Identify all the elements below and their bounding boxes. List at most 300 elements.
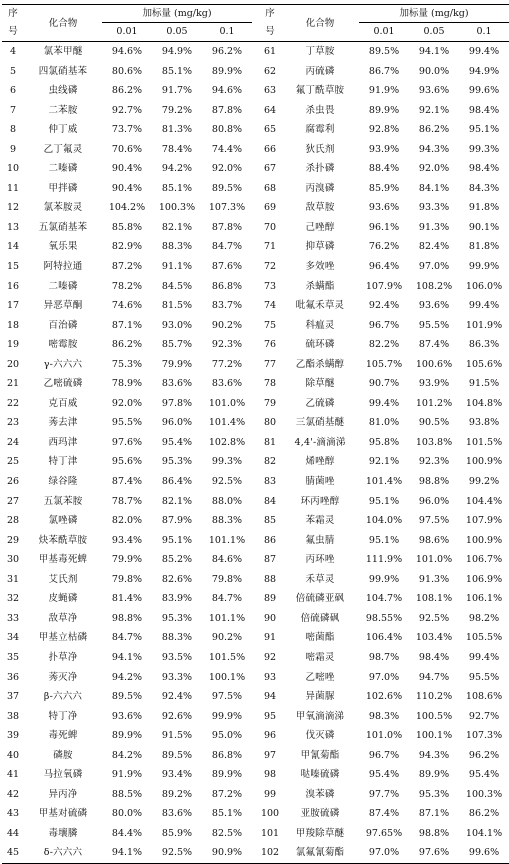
row-number: 27	[6, 495, 20, 507]
row-number: 85	[263, 515, 277, 527]
table-row	[2, 394, 509, 414]
recovery-001: 70.6%	[111, 143, 143, 155]
recovery-005: 84.1%	[418, 182, 450, 194]
header-no-bottom: 号	[8, 25, 18, 37]
recovery-005: 89.5%	[161, 749, 193, 761]
compound-name: 阿特拉通	[43, 261, 83, 273]
compound-name: 嘧菌酯	[305, 632, 335, 644]
compound-name: 乙丁氟灵	[43, 143, 83, 155]
recovery-001: 97.7%	[368, 788, 400, 800]
recovery-005: 98.8%	[418, 827, 450, 839]
compound-name: 硫环磷	[305, 339, 335, 351]
recovery-01: 88.0%	[211, 495, 243, 507]
recovery-005: 82.1%	[161, 221, 193, 233]
row-number: 26	[6, 476, 20, 488]
compound-name: 皮蝇磷	[48, 593, 78, 605]
recovery-005: 91.3%	[418, 221, 450, 233]
compound-name: 杀螨酯	[305, 280, 335, 292]
recovery-001: 89.5%	[368, 46, 400, 57]
row-number: 80	[263, 417, 277, 429]
recovery-001: 76.2%	[368, 241, 400, 253]
recovery-005: 86.2%	[418, 124, 450, 136]
row-number: 35	[6, 651, 20, 663]
row-number: 34	[6, 632, 20, 644]
compound-name: 氟虫腈	[305, 534, 335, 546]
row-number: 95	[263, 710, 277, 722]
recovery-001: 91.9%	[111, 769, 143, 781]
compound-name: 特丁净	[48, 710, 78, 722]
recovery-001: 86.2%	[111, 85, 143, 97]
recovery-01: 105.6%	[465, 358, 503, 370]
row-number: 29	[6, 534, 20, 546]
recovery-01: 108.6%	[465, 691, 503, 703]
compound-name: 西玛津	[48, 436, 78, 448]
recovery-01: 74.4%	[211, 143, 243, 155]
table-row	[2, 42, 509, 62]
recovery-005: 85.7%	[161, 339, 193, 351]
compound-name: 烯唑醇	[305, 456, 335, 468]
header-no-bottom: 号	[265, 25, 275, 37]
header-no-top: 序	[8, 8, 18, 20]
table-row	[2, 589, 509, 609]
row-number: 96	[263, 730, 277, 742]
recovery-01: 87.8%	[211, 221, 243, 233]
recovery-01: 107.9%	[465, 515, 503, 527]
recovery-01: 101.5%	[208, 651, 246, 663]
recovery-01: 86.8%	[211, 749, 243, 761]
column-gap	[252, 81, 259, 101]
row-number: 81	[263, 436, 277, 448]
recovery-001: 97.0%	[368, 671, 400, 683]
compound-name: 甲基对硫磷	[38, 808, 88, 820]
row-number: 38	[6, 710, 20, 722]
recovery-005: 89.2%	[161, 788, 193, 800]
header-compound: 化合物	[48, 17, 78, 29]
compound-name: 丙硫磷	[305, 65, 335, 77]
recovery-001: 88.5%	[111, 788, 143, 800]
document-page	[0, 4, 503, 859]
row-number: 31	[6, 573, 20, 585]
row-number: 88	[263, 573, 277, 585]
recovery-001: 84.2%	[111, 749, 143, 761]
compound-name: 抑草磷	[305, 241, 335, 253]
compound-name: 百治磷	[48, 319, 78, 331]
recovery-005: 98.8%	[418, 476, 450, 488]
recovery-001: 78.7%	[111, 495, 143, 507]
column-gap	[252, 843, 259, 863]
recovery-001: 95.4%	[368, 769, 400, 781]
recovery-001: 93.4%	[111, 534, 143, 546]
column-gap	[252, 687, 259, 707]
row-number: 8	[9, 124, 17, 136]
compound-name: 敌草胺	[305, 202, 335, 214]
recovery-005: 82.1%	[161, 495, 193, 507]
recovery-001: 106.4%	[365, 632, 403, 644]
row-number: 11	[6, 182, 20, 194]
recovery-001: 89.9%	[368, 104, 400, 116]
compound-name: 乙嘧唑	[305, 671, 335, 683]
recovery-005: 85.9%	[161, 827, 193, 839]
recovery-001: 75.3%	[111, 358, 143, 370]
recovery-001: 79.9%	[111, 554, 143, 566]
compound-name: 异菌脲	[305, 691, 335, 703]
recovery-01: 88.3%	[211, 515, 243, 527]
table-row	[2, 335, 509, 355]
recovery-01: 104.8%	[465, 397, 503, 409]
compound-name: 溴苯磷	[305, 788, 335, 800]
recovery-01: 101.4%	[208, 417, 246, 429]
recovery-01: 89.9%	[211, 769, 243, 781]
column-gap	[252, 589, 259, 609]
row-number: 64	[263, 104, 277, 116]
row-number: 39	[6, 730, 20, 742]
recovery-005: 83.6%	[161, 378, 193, 390]
table-row	[2, 746, 509, 766]
column-gap	[252, 824, 259, 844]
row-number: 87	[263, 554, 277, 566]
compound-name: 甲羧除草醚	[295, 827, 345, 839]
recovery-001: 104.0%	[365, 515, 403, 527]
row-number: 40	[6, 749, 20, 761]
recovery-001: 89.9%	[111, 730, 143, 742]
recovery-01: 96.2%	[468, 749, 500, 761]
row-number: 18	[6, 319, 20, 331]
recovery-01: 101.5%	[465, 436, 503, 448]
compound-name: 丙环唑	[305, 554, 335, 566]
recovery-01: 90.2%	[211, 319, 243, 331]
table-row	[2, 62, 509, 82]
recovery-005: 82.6%	[161, 573, 193, 585]
recovery-001: 90.4%	[111, 182, 143, 194]
recovery-005: 81.5%	[161, 300, 193, 312]
row-number: 94	[263, 691, 277, 703]
recovery-01: 92.7%	[468, 710, 500, 722]
row-number: 45	[2, 843, 24, 863]
recovery-001: 95.5%	[111, 417, 143, 429]
recovery-001: 92.4%	[368, 300, 400, 312]
row-number: 84	[263, 495, 277, 507]
recovery-001: 82.2%	[368, 339, 400, 351]
compound-name: 仲丁威	[48, 124, 78, 136]
recovery-005: 92.1%	[418, 104, 450, 116]
row-number: 90	[263, 612, 277, 624]
recovery-005: 88.3%	[161, 241, 193, 253]
recovery-001: 94.2%	[111, 671, 143, 683]
table-row	[2, 628, 509, 648]
compound-name: 氯氟氰菊酯	[281, 843, 359, 863]
recovery-01: 80.8%	[211, 124, 243, 136]
compound-name: 丙溴磷	[305, 182, 335, 194]
compound-name: 伐灭磷	[305, 730, 335, 742]
table-row	[2, 843, 509, 863]
recovery-01: 106.1%	[465, 593, 503, 605]
column-gap	[252, 237, 259, 257]
recovery-001: 98.8%	[111, 612, 143, 624]
recovery-005: 97.6%	[409, 843, 459, 863]
row-number: 62	[263, 65, 277, 77]
row-number: 41	[6, 769, 20, 781]
recovery-005: 86.4%	[161, 476, 193, 488]
recovery-001: 97.0%	[359, 843, 409, 863]
recovery-005: 93.6%	[418, 85, 450, 97]
recovery-001: 89.5%	[111, 691, 143, 703]
recovery-001: 84.7%	[111, 632, 143, 644]
recovery-001: 94.6%	[111, 46, 143, 57]
table-row	[2, 101, 509, 121]
column-gap	[252, 746, 259, 766]
recovery-001: 95.1%	[368, 534, 400, 546]
recovery-01: 84.7%	[211, 241, 243, 253]
column-gap	[252, 452, 259, 472]
header-level-001: 0.01	[116, 26, 138, 37]
table-row	[2, 257, 509, 277]
header-level-01: 0.1	[219, 26, 235, 37]
recovery-005: 100.6%	[415, 358, 453, 370]
recovery-01: 90.9%	[202, 843, 252, 863]
recovery-01: 95.4%	[468, 769, 500, 781]
recovery-001: 92.7%	[111, 104, 143, 116]
column-gap	[252, 433, 259, 453]
recovery-01: 90.2%	[211, 632, 243, 644]
column-gap	[252, 62, 259, 82]
row-number: 32	[6, 593, 20, 605]
recovery-001: 87.4%	[111, 476, 143, 488]
recovery-005: 91.3%	[418, 573, 450, 585]
recovery-005: 83.6%	[161, 808, 193, 820]
recovery-01: 82.5%	[211, 827, 243, 839]
row-number: 14	[6, 241, 20, 253]
compound-name: 科瘟灵	[305, 319, 335, 331]
compound-name: 杀虫畏	[305, 104, 335, 116]
recovery-005: 93.6%	[418, 300, 450, 312]
column-gap	[252, 316, 259, 336]
recovery-001: 80.6%	[111, 65, 143, 77]
column-gap	[252, 570, 259, 590]
recovery-01: 84.3%	[468, 182, 500, 194]
row-number: 22	[6, 397, 20, 409]
recovery-001: 101.4%	[365, 476, 403, 488]
row-number: 83	[263, 476, 277, 488]
recovery-001: 102.6%	[365, 691, 403, 703]
recovery-005: 85.2%	[161, 554, 193, 566]
column-gap	[252, 765, 259, 785]
recovery-001: 74.6%	[111, 300, 143, 312]
compound-name: 毒壤膦	[48, 827, 78, 839]
row-number: 6	[9, 85, 17, 97]
recovery-001: 82.0%	[111, 515, 143, 527]
recovery-001: 86.7%	[368, 65, 400, 77]
recovery-001: 97.65%	[365, 827, 403, 839]
recovery-005: 100.5%	[415, 710, 453, 722]
recovery-005: 100.3%	[158, 202, 196, 214]
row-number: 97	[263, 749, 277, 761]
recovery-01: 83.7%	[211, 300, 243, 312]
recovery-01: 101.0%	[208, 397, 246, 409]
compound-name: 倍硫磷砜	[300, 612, 340, 624]
compound-name: β-六六六	[43, 691, 83, 703]
recovery-01: 107.3%	[208, 202, 246, 214]
recovery-005: 94.3%	[418, 749, 450, 761]
row-number: 12	[6, 202, 20, 214]
recovery-01: 84.6%	[211, 554, 243, 566]
recovery-001: 98.7%	[368, 651, 400, 663]
recovery-01: 95.5%	[468, 671, 500, 683]
recovery-005: 87.4%	[418, 339, 450, 351]
table-row	[2, 218, 509, 238]
compound-name: 五氯硝基苯	[38, 221, 88, 233]
recovery-01: 101.1%	[208, 534, 246, 546]
row-number: 66	[263, 143, 277, 155]
column-gap	[252, 277, 259, 297]
recovery-005: 78.4%	[161, 143, 193, 155]
recovery-01: 97.5%	[211, 691, 243, 703]
column-gap	[252, 609, 259, 629]
table-row	[2, 824, 509, 844]
recovery-005: 97.0%	[418, 261, 450, 273]
column-gap	[252, 648, 259, 668]
column-gap	[252, 101, 259, 121]
recovery-005: 94.9%	[161, 46, 193, 57]
recovery-005: 92.5%	[418, 612, 450, 624]
recovery-005: 101.0%	[415, 554, 453, 566]
recovery-005: 91.5%	[161, 730, 193, 742]
compound-name: 狄氏剂	[305, 143, 335, 155]
recovery-001: 84.4%	[111, 827, 143, 839]
recovery-01: 91.5%	[468, 378, 500, 390]
compound-name: 氧乐果	[48, 241, 78, 253]
compound-name: 乙硫磷	[305, 397, 335, 409]
recovery-005: 83.9%	[161, 593, 193, 605]
row-number: 36	[6, 671, 20, 683]
compound-name: 甲基毒死蜱	[38, 554, 88, 566]
recovery-01: 107.3%	[465, 730, 503, 742]
table-header	[2, 5, 509, 42]
recovery-005: 90.0%	[418, 65, 450, 77]
recovery-001: 87.4%	[368, 808, 400, 820]
compound-name: 莠灭净	[48, 671, 78, 683]
row-number: 101	[260, 827, 280, 839]
recovery-01: 89.9%	[211, 65, 243, 77]
row-number: 21	[6, 378, 20, 390]
recovery-001: 73.7%	[111, 124, 143, 136]
recovery-005: 89.9%	[418, 769, 450, 781]
compound-name: 倍硫磷亚砜	[295, 593, 345, 605]
recovery-01: 105.5%	[465, 632, 503, 644]
compound-name: 磷胺	[53, 749, 73, 761]
table-row	[2, 531, 509, 551]
compound-name: 甲拌磷	[48, 182, 78, 194]
recovery-001: 93.6%	[111, 710, 143, 722]
compound-name: 除草醚	[305, 378, 335, 390]
row-number: 102	[259, 843, 281, 863]
table-body	[2, 42, 509, 864]
recovery-005: 92.3%	[418, 456, 450, 468]
table-row	[2, 198, 509, 218]
table-row	[2, 433, 509, 453]
recovery-001: 93.6%	[368, 202, 400, 214]
table-row	[2, 316, 509, 336]
header-no-top: 序	[265, 8, 275, 20]
column-gap	[252, 550, 259, 570]
row-number: 77	[263, 358, 277, 370]
row-number: 93	[263, 671, 277, 683]
row-number: 13	[6, 221, 20, 233]
recovery-01: 99.4%	[468, 300, 500, 312]
recovery-005: 93.5%	[161, 651, 193, 663]
compound-name: 甲氧滴滴涕	[295, 710, 345, 722]
recovery-01: 95.0%	[211, 730, 243, 742]
recovery-01: 87.6%	[211, 261, 243, 273]
column-gap	[252, 628, 259, 648]
table-row	[2, 785, 509, 805]
recovery-001: 78.9%	[111, 378, 143, 390]
row-number: 75	[263, 319, 277, 331]
recovery-01: 106.9%	[465, 573, 503, 585]
compound-name: 氟丁酰草胺	[295, 85, 345, 97]
recovery-001: 87.2%	[111, 261, 143, 273]
table-row	[2, 413, 509, 433]
recovery-01: 81.8%	[468, 241, 500, 253]
recovery-01: 79.8%	[211, 573, 243, 585]
recovery-005: 94.7%	[418, 671, 450, 683]
recovery-005: 98.4%	[418, 651, 450, 663]
recovery-005: 85.1%	[161, 182, 193, 194]
recovery-001: 99.9%	[368, 573, 400, 585]
row-number: 10	[6, 163, 20, 175]
recovery-01: 106.0%	[465, 280, 503, 292]
recovery-001: 81.4%	[111, 593, 143, 605]
row-number: 24	[6, 436, 20, 448]
column-gap	[252, 179, 259, 199]
column-gap	[252, 668, 259, 688]
recovery-01: 99.4%	[468, 651, 500, 663]
compound-name: 4,4'-滴滴涕	[294, 436, 346, 448]
recovery-01: 99.9%	[468, 261, 500, 273]
table-row	[2, 237, 509, 257]
compound-name: 嘧霜灵	[305, 651, 335, 663]
recovery-005: 98.6%	[418, 534, 450, 546]
header-spike-level: 加标量 (mg/kg)	[102, 5, 252, 23]
header-compound: 化合物	[305, 17, 335, 29]
row-number: 4	[9, 46, 17, 57]
table-row	[2, 277, 509, 297]
column-gap	[252, 140, 259, 160]
table-row	[2, 804, 509, 824]
compound-name: 扑草净	[48, 651, 78, 663]
compound-name: 禾草灵	[305, 573, 335, 585]
table-row	[2, 296, 509, 316]
row-number: 71	[263, 241, 277, 253]
compound-name: 环丙唑醇	[300, 495, 340, 507]
row-number: 89	[263, 593, 277, 605]
row-number: 65	[263, 124, 277, 136]
table-row	[2, 472, 509, 492]
recovery-01: 100.9%	[465, 534, 503, 546]
header-level-01: 0.1	[476, 26, 492, 37]
recovery-005: 93.9%	[418, 378, 450, 390]
compound-name: γ-六六六	[43, 358, 83, 370]
row-number: 37	[6, 691, 20, 703]
compound-name: 乙酯杀螨醇	[295, 358, 345, 370]
compound-name: 亚胺硫磷	[300, 808, 340, 820]
recovery-001: 92.8%	[368, 124, 400, 136]
row-number: 98	[263, 769, 277, 781]
recovery-005: 108.1%	[415, 593, 453, 605]
recovery-005: 92.6%	[161, 710, 193, 722]
row-number: 79	[263, 397, 277, 409]
table-row	[2, 570, 509, 590]
table-row	[2, 511, 509, 531]
